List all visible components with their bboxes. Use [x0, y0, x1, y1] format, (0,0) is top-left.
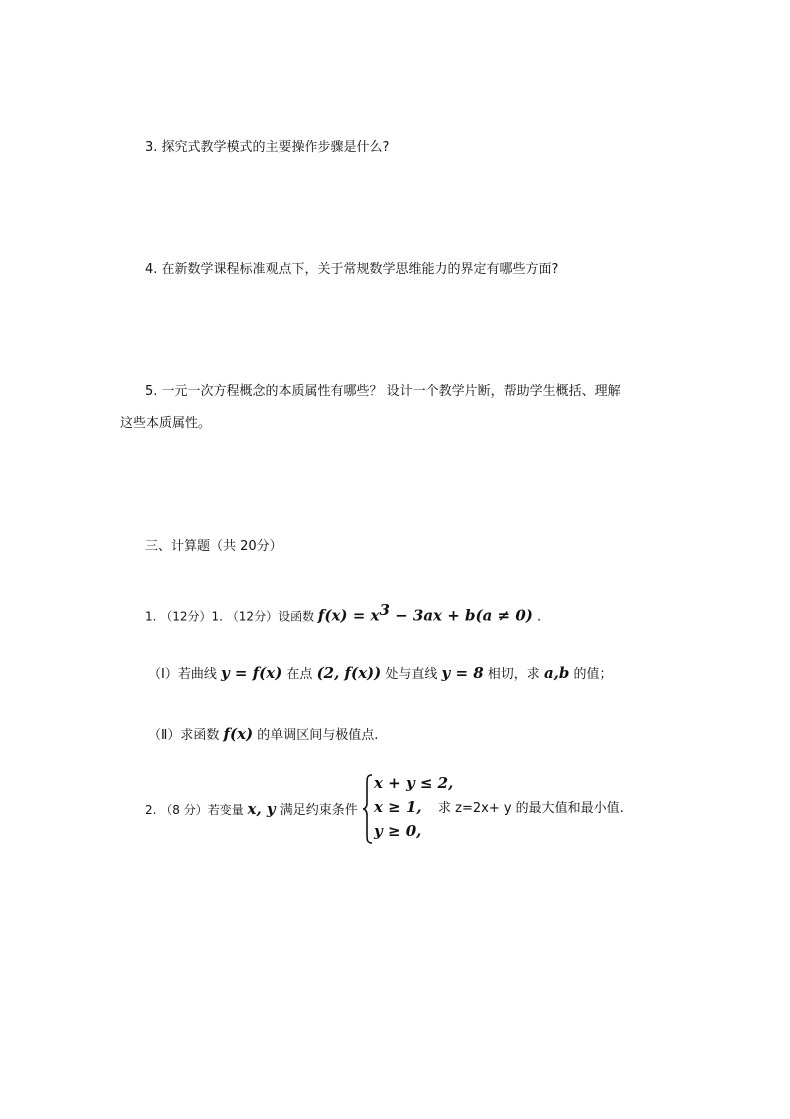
point-formula: (2, f(x)) — [316, 664, 382, 682]
calc-1-part-2 — [148, 724, 378, 746]
calc-2-text-1: 满足约束条件 — [275, 803, 358, 818]
function-exponent: 3 — [379, 601, 390, 619]
question-5-line-2: 这些本质属性。 — [120, 416, 212, 431]
line-formula: y = 8 — [441, 664, 484, 682]
function-eq: = x — [347, 606, 380, 625]
constraint-2: x ≥ 1, — [374, 798, 422, 816]
ab-vars: a,b — [543, 664, 570, 682]
part-2-label: （Ⅱ）求函数 — [148, 728, 224, 743]
calc-1-prefix: 1. （12分）1. （12分）设函数 — [145, 609, 318, 624]
part-1-text-2: 处与直线 — [381, 667, 442, 682]
constraint-1: x + y ≤ 2, — [374, 774, 454, 792]
question-3: 3. 探究式教学模式的主要操作步骤是什么? — [145, 140, 390, 155]
calc-1-suffix: . — [532, 609, 542, 625]
function-name: f(x) — [223, 725, 254, 743]
constraint-3: y ≥ 0, — [374, 822, 422, 840]
calc-question-2 — [145, 799, 358, 821]
calc-question-1 — [145, 600, 541, 627]
part-2-text: 的单调区间与极值点. — [253, 728, 379, 743]
left-brace-icon — [362, 774, 374, 844]
question-5-line-1: 5. 一元一次方程概念的本质属性有哪些？ 设计一个教学片断，帮助学生概括、理解 — [145, 384, 621, 399]
part-1-label: （Ⅰ）若曲线 — [148, 667, 221, 682]
xy-vars: x, y — [247, 800, 276, 818]
calc-1-part-1 — [148, 663, 613, 685]
part-1-text-1: 在点 — [282, 667, 317, 682]
section-heading-calculation: 三、计算题（共 20分） — [145, 539, 283, 554]
function-rest: − 3ax + b(a ≠ 0) — [389, 606, 533, 625]
question-4: 4. 在新数学课程标准观点下，关于常规数学思维能力的界定有哪些方面? — [145, 262, 559, 277]
curve-formula: y = f(x) — [220, 664, 283, 682]
part-1-text-3: 相切，求 — [483, 667, 544, 682]
part-1-text-4: 的值； — [569, 667, 613, 682]
constraint-system — [362, 774, 454, 844]
function-lhs: f(x) — [317, 606, 348, 625]
calc-2-objective: 求 z=2x+ y 的最大值和最小值. — [438, 801, 624, 816]
calc-2-prefix: 2. （8 分）若变量 — [145, 803, 248, 817]
